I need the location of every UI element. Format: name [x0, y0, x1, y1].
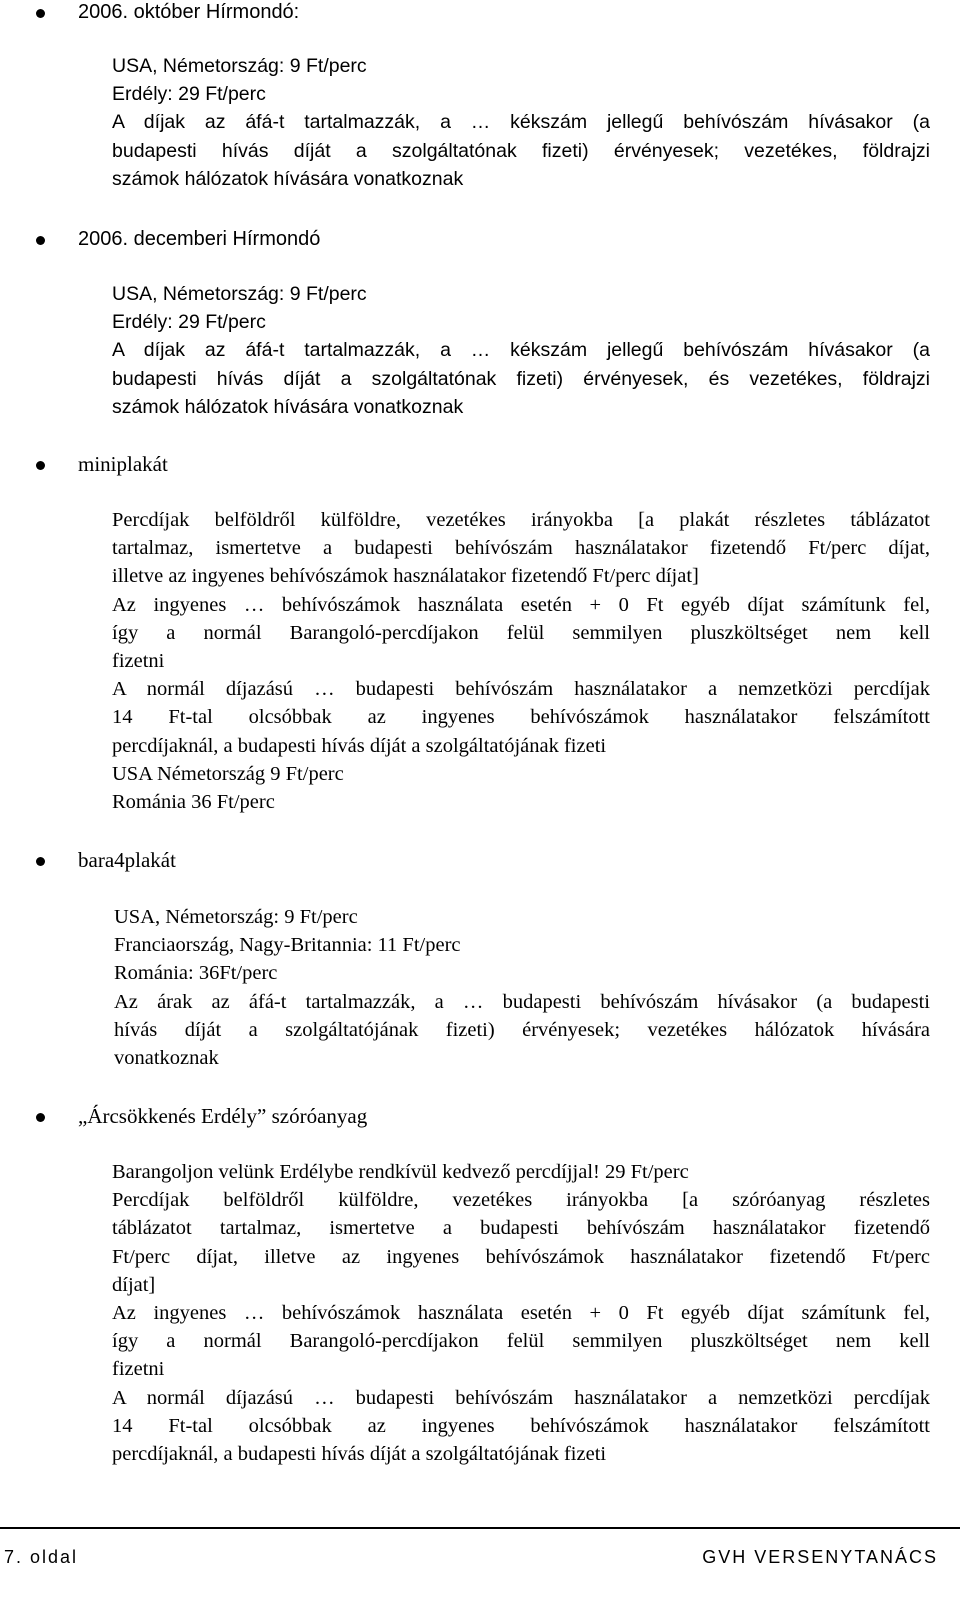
text-line: budapesti hívás díját a szolgáltatónak fizeti) érvényesek; vezetékes, földrajzi	[112, 139, 930, 162]
text-line: fizetni	[112, 650, 165, 673]
text-line: USA, Németország: 9 Ft/perc	[114, 906, 358, 928]
text-line: Ft/perc díjat, illetve az ingyenes behívószámok használatakor fizetendő Ft/perc	[112, 1245, 930, 1268]
text-line: Franciaország, Nagy-Britannia: 11 Ft/perc	[114, 934, 461, 957]
text-line: Percdíjak belföldről külföldre, vezetékes irányokba [a plakát részletes táblázatot	[112, 509, 930, 531]
bullet-icon	[36, 236, 45, 245]
text-line: Barangoljon velünk Erdélybe rendkívül kedvező percdíjjal! 29 Ft/perc	[112, 1161, 689, 1183]
section-body	[112, 1158, 930, 1468]
bullet-icon	[36, 9, 45, 18]
footer-page-number: 7. oldal	[4, 1547, 79, 1567]
bullet-icon	[36, 1113, 45, 1122]
section-body	[114, 903, 930, 1072]
footer-divider	[0, 1527, 960, 1529]
section-body	[112, 52, 930, 193]
footer-publisher: GVH VERSENYTANÁCS	[702, 1547, 938, 1567]
text-line: tartalmaz, ismertetve a budapesti behívószám használatakor fizetendő Ft/perc díjat,	[112, 537, 930, 560]
text-line: táblázatot tartalmaz, ismertetve a budapesti behívószám használatakor fizetendő	[112, 1217, 930, 1240]
bullet-icon	[36, 461, 45, 470]
section-body	[112, 280, 930, 421]
text-line: Az ingyenes … behívószámok használata esetén + 0 Ft egyéb díjat számítunk fel,	[112, 1302, 930, 1325]
text-line: így a normál Barangoló-percdíjakon felül semmilyen pluszköltséget nem kell	[112, 621, 930, 644]
text-line: 14 Ft-tal olcsóbbak az ingyenes behívószámok használatakor felszámított	[112, 706, 930, 729]
text-line: számok hálózatok hívására vonatkoznak	[112, 167, 464, 190]
text-line: illetve az ingyenes behívószámok használatakor fizetendő Ft/perc díjat]	[112, 565, 699, 588]
text-line: budapesti hívás díját a szolgáltatónak fizeti) érvényesek, és vezetékes, földrajzi	[112, 367, 930, 390]
text-line: hívás díját a szolgáltatójának fizeti) érvényesek; vezetékes hálózatok hívására	[114, 1018, 930, 1041]
section-heading: 2006. október Hírmondó:	[78, 1, 300, 23]
text-line: vonatkoznak	[114, 1047, 219, 1070]
text-line: Az árak az áfá-t tartalmazzák, a … budapesti behívószám hívásakor (a budapesti	[114, 990, 930, 1013]
section-heading: „Árcsökkenés Erdély” szóróanyag	[78, 1104, 368, 1128]
section-body	[112, 506, 930, 816]
text-line: Románia: 36Ft/perc	[114, 962, 278, 985]
section-heading: miniplakát	[78, 452, 168, 476]
text-line: A díjak az áfá-t tartalmazzák, a … kékszám jellegű behívószám hívásakor (a	[112, 111, 930, 134]
section-heading: bara4plakát	[78, 848, 176, 872]
text-line: Románia 36 Ft/perc	[112, 791, 275, 814]
text-line: A díjak az áfá-t tartalmazzák, a … kékszám jellegű behívószám hívásakor (a	[112, 339, 930, 362]
bullet-icon	[36, 857, 45, 866]
text-line: Az ingyenes … behívószámok használata esetén + 0 Ft egyéb díjat számítunk fel,	[112, 593, 930, 616]
section-heading: 2006. decemberi Hírmondó	[78, 228, 321, 250]
text-line: Percdíjak belföldről külföldre, vezetékes irányokba [a szóróanyag részletes	[112, 1189, 930, 1212]
text-line: így a normál Barangoló-percdíjakon felül semmilyen pluszköltséget nem kell	[112, 1330, 930, 1353]
text-line: percdíjaknál, a budapesti hívás díját a szolgáltatójának fizeti	[112, 1443, 607, 1466]
text-line: USA, Németország: 9 Ft/perc	[112, 55, 367, 77]
text-line: Erdély: 29 Ft/perc	[112, 83, 266, 106]
text-line: A normál díjazású … budapesti behívószám használatakor a nemzetközi percdíjak	[112, 678, 930, 701]
text-line: percdíjaknál, a budapesti hívás díját a szolgáltatójának fizeti	[112, 734, 607, 757]
text-line: USA, Németország: 9 Ft/perc	[112, 283, 367, 305]
text-line: Erdély: 29 Ft/perc	[112, 311, 266, 334]
text-line: 14 Ft-tal olcsóbbak az ingyenes behívószámok használatakor felszámított	[112, 1414, 930, 1437]
text-line: USA Németország 9 Ft/perc	[112, 762, 344, 785]
text-line: fizetni	[112, 1358, 165, 1381]
text-line: számok hálózatok hívására vonatkoznak	[112, 395, 464, 418]
text-line: díjat]	[112, 1273, 156, 1296]
text-line: A normál díjazású … budapesti behívószám használatakor a nemzetközi percdíjak	[112, 1386, 930, 1409]
